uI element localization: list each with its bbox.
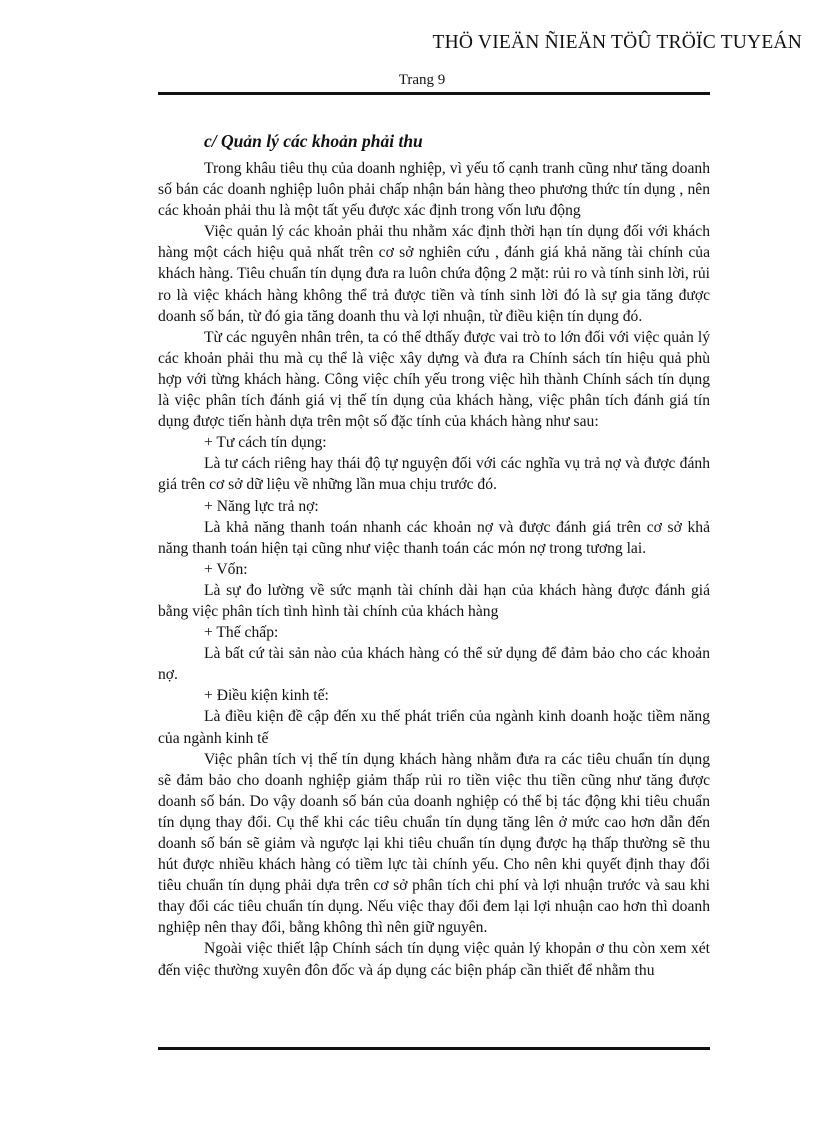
list-item-heading: + Tư cách tín dụng: (204, 434, 327, 452)
list-item-heading: + Vốn: (204, 560, 248, 578)
header-divider (158, 92, 710, 95)
footer-divider (158, 1047, 710, 1050)
paragraph: Trong khâu tiêu thụ của doanh nghiệp, vì yếu tố cạnh tranh cũng như tăng doanh số bán các doanh nghiệp luôn phải chấp nhận bán hàng theo phương thức tín dụng , nên các khoản phải thu là một tất yếu được xác định trong vốn lưu động (158, 160, 710, 220)
paragraph: Là điều kiện đề cập đến xu thế phát triển của ngành kinh doanh hoặc tiềm năng của ngành kinh tế (158, 708, 710, 747)
paragraph: Việc quản lý các khoản phải thu nhằm xác định thời hạn tín dụng đối với khách hàng một cách hiệu quả nhất trên cơ sở nghiên cứu , đánh giá khả năng tài chính của khách hàng. Tiêu chuẩn tín dụng đưa ra luôn chứa động 2 mặt: rủi ro và tính sinh lời, rủi ro là việc khách hàng không thể trả được tiền và tính sinh lời đó là sự gia tăng được doanh số bán, từ đó gia tăng doanh thu và lợi nhuận, từ điều kiện tín dụng đó. (158, 223, 710, 325)
paragraph: Việc phân tích vị thế tín dụng khách hàng nhằm đưa ra các tiêu chuẩn tín dụng sẽ đảm bảo cho doanh nghiệp giảm thấp rủi ro tiền việc thu tiền cũng như tăng được doanh số bán. Do vậy doanh số bán của doanh nghiệp có thể bị tác động khi tiêu chuẩn tín dụng thay đổi. Cụ thể khi các tiêu chuẩn tín dụng tăng lên ở mức cao hơn dẫn đến doanh số bán sẽ giảm và ngược lại khi tiêu chuẩn tín dụng được hạ thấp thường sẽ thu hút được nhiều khách hàng có tiềm lực tài chính yếu. Cho nên khi quyết định thay đổi tiêu chuẩn tín dụng phải dựa trên cơ sở phân tích chi phí và lợi nhuận trước và sau khi thay đổi các tiêu chuẩn tín dụng. Nếu việc thay đổi đem lại lợi nhuận cao hơn thì doanh nghiệp nên thay đổi, bằng không thì nên giữ nguyên. (158, 750, 710, 937)
section-heading: c/ Quản lý các khoản phải thu (204, 131, 423, 151)
document-body (158, 130, 710, 981)
paragraph: Là tư cách riêng hay thái độ tự nguyện đối với các nghĩa vụ trả nợ và được đánh giá trên cơ sở dữ liệu về những lần mua chịu trước đó. (158, 455, 710, 494)
paragraph: Là bất cứ tài sản nào của khách hàng có thể sử dụng để đảm bảo cho các khoản nợ. (158, 645, 710, 684)
page-number: Trang 9 (398, 72, 446, 88)
header-title: THÖ VIEÄN ÑIEÄN TÖÛ TRÖÏC TUYEÁN (432, 32, 802, 53)
list-item-heading: + Năng lực trả nợ: (204, 497, 319, 515)
paragraph: Là khả năng thanh toán nhanh các khoản nợ và được đánh giá trên cơ sở khả năng thanh toán hiện tại cũng như việc thanh toán các món nợ trong tương lai. (158, 518, 710, 557)
list-item-heading: + Điều kiện kinh tế: (204, 687, 329, 705)
paragraph: Từ các nguyên nhân trên, ta có thể dthấy được vai trò to lớn đối với việc quản lý các khoản phải thu mà cụ thể là việc xây dựng và đưa ra Chính sách tín hiệu quả phù hợp với từng khách hàng. Công việc chíh yếu trong việc hìh thành Chính sách tín dụng là việc phân tích đánh giá vị thế tín dụng của khách hàng, việc phân tích đánh giá tín dụng được tiến hành dựa trên một số đặc tính của khách hàng như sau: (158, 328, 710, 431)
paragraph: Là sự đo lường về sức mạnh tài chính dài hạn của khách hàng được đánh giá bằng việc phân tích tình hình tài chính của khách hàng (158, 581, 710, 620)
list-item-heading: + Thế chấp: (204, 624, 279, 642)
paragraph: Ngoài việc thiết lập Chính sách tín dụng việc quản lý khopản ơ thu còn xem xét đến việc thường xuyên đôn đốc và áp dụng các biện pháp cần thiết để nhằm thu (158, 940, 710, 979)
